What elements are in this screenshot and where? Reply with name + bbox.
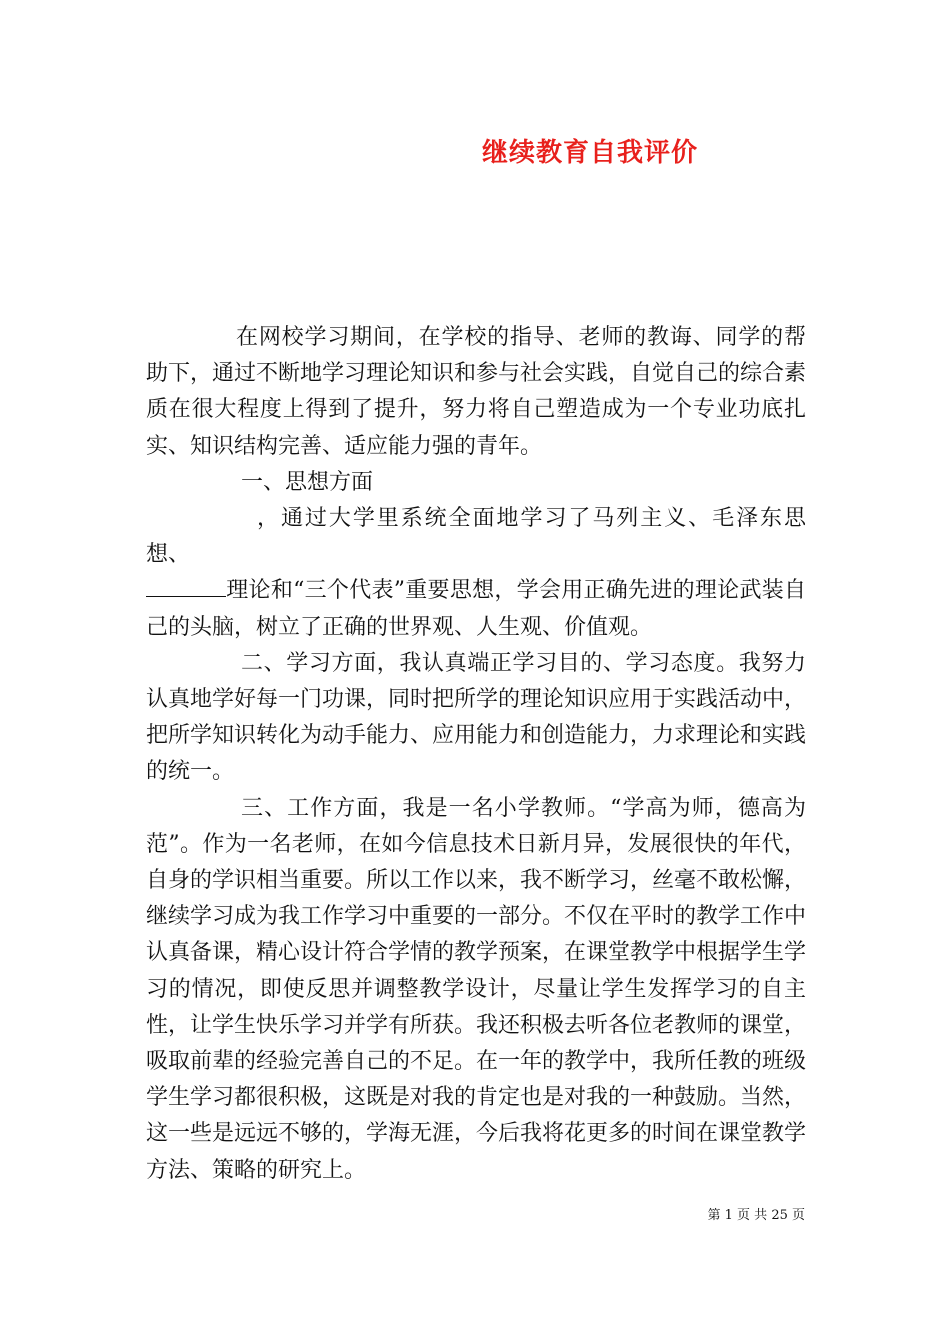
page-footer: 第 1 页 共 25 页 <box>707 1208 805 1223</box>
paragraph-study: 二、学习方面，我认真端正学习目的、学习态度。我努力认真地学好每一门功课，同时把所学的理论知识应用于实践活动中，把所学知识转化为动手能力、应用能力和创造能力，力求理论和实践的统一。 <box>146 650 807 785</box>
paragraph-thought-cont <box>146 573 806 645</box>
heading-thought: 一、思想方面 <box>241 469 374 495</box>
paragraph-intro: 在网校学习期间，在学校的指导、老师的教诲、同学的帮助下，通过不断地学习理论知识和参与社会实践，自觉自己的综合素质在很大程度上得到了提升，努力将自己塑造成为一个专业功底扎实、知识结构完善、适应能力强的青年。 <box>146 325 807 459</box>
paragraph-thought: ，通过大学里系统全面地学习了马列主义、毛泽东思想、 <box>146 506 806 568</box>
page-title: 继续教育自我评价 <box>481 138 698 168</box>
paragraph-thought-text: 理论和“三个代表”重要思想，学会用正确先进的理论武装自己的头脑，树立了正确的世界观、人生观、价值观。 <box>146 578 806 640</box>
document-body <box>146 320 806 1189</box>
blank-fill-line <box>146 574 226 597</box>
paragraph-work: 三、工作方面，我是一名小学教师。“学高为师，德高为范”。作为一名老师，在如今信息技术日新月异，发展很快的年代，自身的学识相当重要。所以工作以来，我不断学习，丝毫不敢松懈，继续学习成为我工作学习中重要的一部分。不仅在平时的教学工作中认真备课，精心设计符合学情的教学预案，在课堂教学中根据学生学习的情况，即使反思并调整教学设计，尽量让学生发挥学习的自主性，让学生快乐学习并学有所获。我还积极去听各位老教师的课堂，吸取前辈的经验完善自己的不足。在一年的教学中，我所任教的班级学生学习都很积极，这既是对我的肯定也是对我的一种鼓励。当然，这一些是远远不够的，学海无涯，今后我将花更多的时间在课堂教学方法、策略的研究上。 <box>146 795 807 1183</box>
